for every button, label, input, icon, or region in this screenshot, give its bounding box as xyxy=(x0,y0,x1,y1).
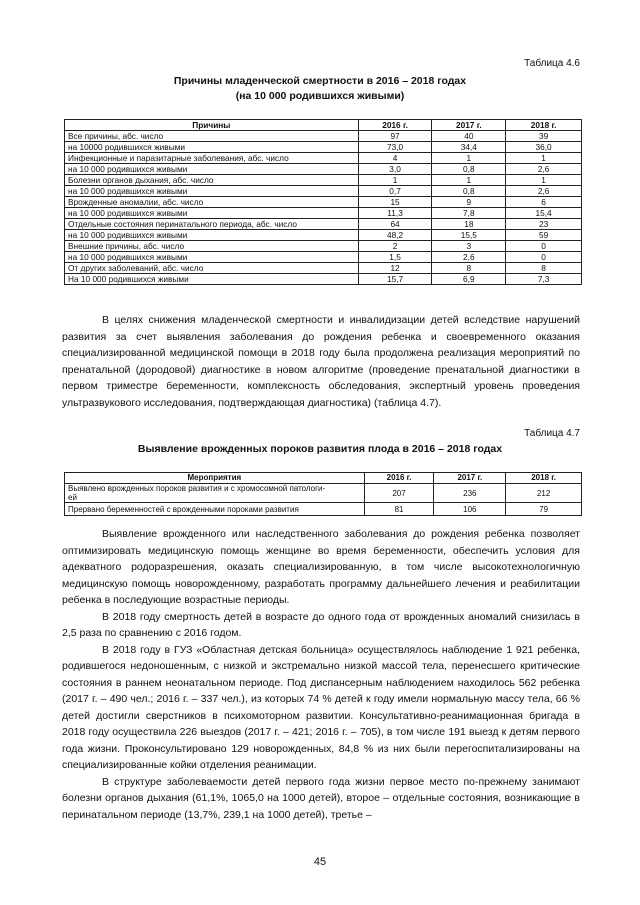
value-2018: 0 xyxy=(506,252,582,263)
value-2018: 212 xyxy=(506,484,582,503)
column-header: 2018 г. xyxy=(506,473,582,484)
table-row xyxy=(65,208,582,219)
value-2018: 79 xyxy=(506,503,582,516)
row-label: Инфекционные и паразитарные заболевания, абс. число xyxy=(65,153,359,164)
table-row xyxy=(65,252,582,263)
value-2016: 207 xyxy=(364,484,434,503)
value-2017: 236 xyxy=(434,484,506,503)
value-2016: 73,0 xyxy=(358,142,432,153)
paragraph: В 2018 году в ГУЗ «Областная детская больница» осуществлялось наблюдение 1 921 ребенка, родившегося недоношенным, с низкой и экстремально низкой массой тела, перенесшего критические состояния в раннем неонатальном периоде. Под диспансерным наблюдением находилось 562 ребенка (2017 г. – 490 чел.; 2016 г. – 337 чел.), из которых 74 % детей к году имели нормальную массу тела, 66 % детей достигли сверстников в психомоторном развитии. Консультативно-реанимационная бригада в 2018 году осуществила 226 выездов (2017 г. – 421; 2016 г. – 705), в том числе 191 выезд к детям первого года жизни. Проконсультировано 129 новорожденных, 84,8 % из них были перегоспитализированы на специализированные койки отделения реанимации. xyxy=(62,643,580,771)
column-header: 2016 г. xyxy=(364,473,434,484)
value-2018: 2,6 xyxy=(506,186,582,197)
row-label: Все причины, абс. число xyxy=(65,131,359,142)
row-label: на 10 000 родившихся живыми xyxy=(65,208,359,219)
value-2018: 1 xyxy=(506,153,582,164)
value-2016: 0,7 xyxy=(358,186,432,197)
column-header: Мероприятия xyxy=(65,473,365,484)
value-2018: 0 xyxy=(506,241,582,252)
paragraph: В целях снижения младенческой смертности и инвалидизации детей вследствие нарушений развития за счет выявления заболевания до рождения ребенка и своевременного оказания специализированной медицинской помощи в 2018 году была продолжена реализация мероприятий по пренатальной (дородовой) диагностике в новом алгоритме (проведение пренатальной диагностики в первом триместре беременности, комплексность обследования, экспертный уровень проведения ультразвукового исследования, подтверждающая диагностика) (таблица 4.7). xyxy=(62,314,580,409)
value-2017: 0,8 xyxy=(432,186,506,197)
table-header-row xyxy=(65,473,582,484)
row-label: Отдельные состояния перинатального периода, абс. число xyxy=(65,219,359,230)
row-label xyxy=(65,484,365,503)
value-2017: 0,8 xyxy=(432,164,506,175)
value-2016: 48,2 xyxy=(358,230,432,241)
row-label: на 10 000 родившихся живыми xyxy=(65,252,359,263)
table-row xyxy=(65,197,582,208)
row-label: Внешние причины, абс. число xyxy=(65,241,359,252)
row-label-line: Выявлено врожденных пороков развития и с хромосомной патологи- xyxy=(68,484,326,493)
table-row xyxy=(65,175,582,186)
value-2018: 7,3 xyxy=(506,274,582,285)
value-2016: 15,7 xyxy=(358,274,432,285)
malformations-table xyxy=(64,472,582,516)
value-2016: 1,5 xyxy=(358,252,432,263)
row-label: на 10 000 родившихся живыми xyxy=(65,164,359,175)
paragraph: В структуре заболеваемости детей первого года жизни первое место по-прежнему занимают болезни органов дыхания (61,1%, 1065,0 на 1000 детей), второе – отдельные состояния, возникающие в перинатальном периоде (13,7%, 239,1 на 1000 детей), третье – xyxy=(62,775,580,821)
text-paragraph xyxy=(62,312,580,411)
value-2017: 7,8 xyxy=(432,208,506,219)
value-2016: 1 xyxy=(358,175,432,186)
value-2016: 2 xyxy=(358,241,432,252)
table-header-row xyxy=(65,120,582,131)
column-header: 2017 г. xyxy=(434,473,506,484)
table-row xyxy=(65,241,582,252)
value-2017: 18 xyxy=(432,219,506,230)
value-2017: 3 xyxy=(432,241,506,252)
table-label: Таблица 4.6 xyxy=(524,58,580,69)
value-2016: 64 xyxy=(358,219,432,230)
row-label: на 10 000 родившихся живыми xyxy=(65,230,359,241)
table-row xyxy=(65,164,582,175)
table-row xyxy=(65,142,582,153)
table-title-line: (на 10 000 родившихся живыми) xyxy=(235,90,405,102)
table-row xyxy=(65,186,582,197)
row-label: Болезни органов дыхания, абс. число xyxy=(65,175,359,186)
table-row xyxy=(65,131,582,142)
value-2017: 6,9 xyxy=(432,274,506,285)
value-2016: 12 xyxy=(358,263,432,274)
value-2018: 8 xyxy=(506,263,582,274)
row-label: на 10 000 родившихся живыми xyxy=(65,186,359,197)
row-label-line: ей xyxy=(68,493,77,502)
table-label: Таблица 4.7 xyxy=(524,428,580,439)
value-2017: 9 xyxy=(432,197,506,208)
row-label: На 10 000 родившихся живыми xyxy=(65,274,359,285)
value-2016: 4 xyxy=(358,153,432,164)
value-2017: 1 xyxy=(432,153,506,164)
value-2016: 3,0 xyxy=(358,164,432,175)
value-2016: 97 xyxy=(358,131,432,142)
table-row xyxy=(65,503,582,516)
column-header: 2018 г. xyxy=(506,120,582,131)
column-header: Причины xyxy=(65,120,359,131)
table-row xyxy=(65,153,582,164)
column-header: 2016 г. xyxy=(358,120,432,131)
row-label: Прервано беременностей с врожденными пороками развития xyxy=(65,503,365,516)
value-2018: 36,0 xyxy=(506,142,582,153)
column-header: 2017 г. xyxy=(432,120,506,131)
value-2017: 8 xyxy=(432,263,506,274)
value-2018: 15,4 xyxy=(506,208,582,219)
value-2016: 15 xyxy=(358,197,432,208)
table-title-line: Причины младенческой смертности в 2016 – 2018 годах xyxy=(173,75,467,87)
value-2017: 15,5 xyxy=(432,230,506,241)
value-2018: 59 xyxy=(506,230,582,241)
table-row xyxy=(65,484,582,503)
value-2017: 106 xyxy=(434,503,506,516)
row-label: От других заболеваний, абс. число xyxy=(65,263,359,274)
paragraph: Выявление врожденного или наследственного заболевания до рождения ребенка позволяет оптимизировать медицинскую помощь женщине во время беременности, обеспечить условия для адекватного родоразрешения, оказать специализированную, в том числе высокотехнологичную медицинскую помощь новорожденному, разработать программу дальнейшего лечения и реабилитации ребенка в последующие возрастные периоды. xyxy=(62,528,580,606)
table-row xyxy=(65,263,582,274)
value-2018: 39 xyxy=(506,131,582,142)
body-text xyxy=(62,526,580,823)
value-2017: 40 xyxy=(432,131,506,142)
value-2017: 1 xyxy=(432,175,506,186)
value-2016: 11,3 xyxy=(358,208,432,219)
row-label: на 10000 родившихся живыми xyxy=(65,142,359,153)
table-row xyxy=(65,274,582,285)
table-title xyxy=(0,74,640,104)
value-2018: 2,6 xyxy=(506,164,582,175)
paragraph: В 2018 году смертность детей в возрасте до одного года от врожденных аномалий снизилась в 2,5 раза по сравнению с 2016 годом. xyxy=(62,610,580,639)
table-row xyxy=(65,219,582,230)
mortality-causes-table xyxy=(64,119,582,285)
value-2017: 2,6 xyxy=(432,252,506,263)
page-number: 45 xyxy=(313,856,327,868)
value-2018: 6 xyxy=(506,197,582,208)
row-label: Врожденные аномалии, абс. число xyxy=(65,197,359,208)
table-row xyxy=(65,230,582,241)
value-2018: 1 xyxy=(506,175,582,186)
table-title: Выявление врожденных пороков развития плода в 2016 – 2018 годах xyxy=(137,443,503,455)
value-2018: 23 xyxy=(506,219,582,230)
value-2017: 34,4 xyxy=(432,142,506,153)
value-2016: 81 xyxy=(364,503,434,516)
